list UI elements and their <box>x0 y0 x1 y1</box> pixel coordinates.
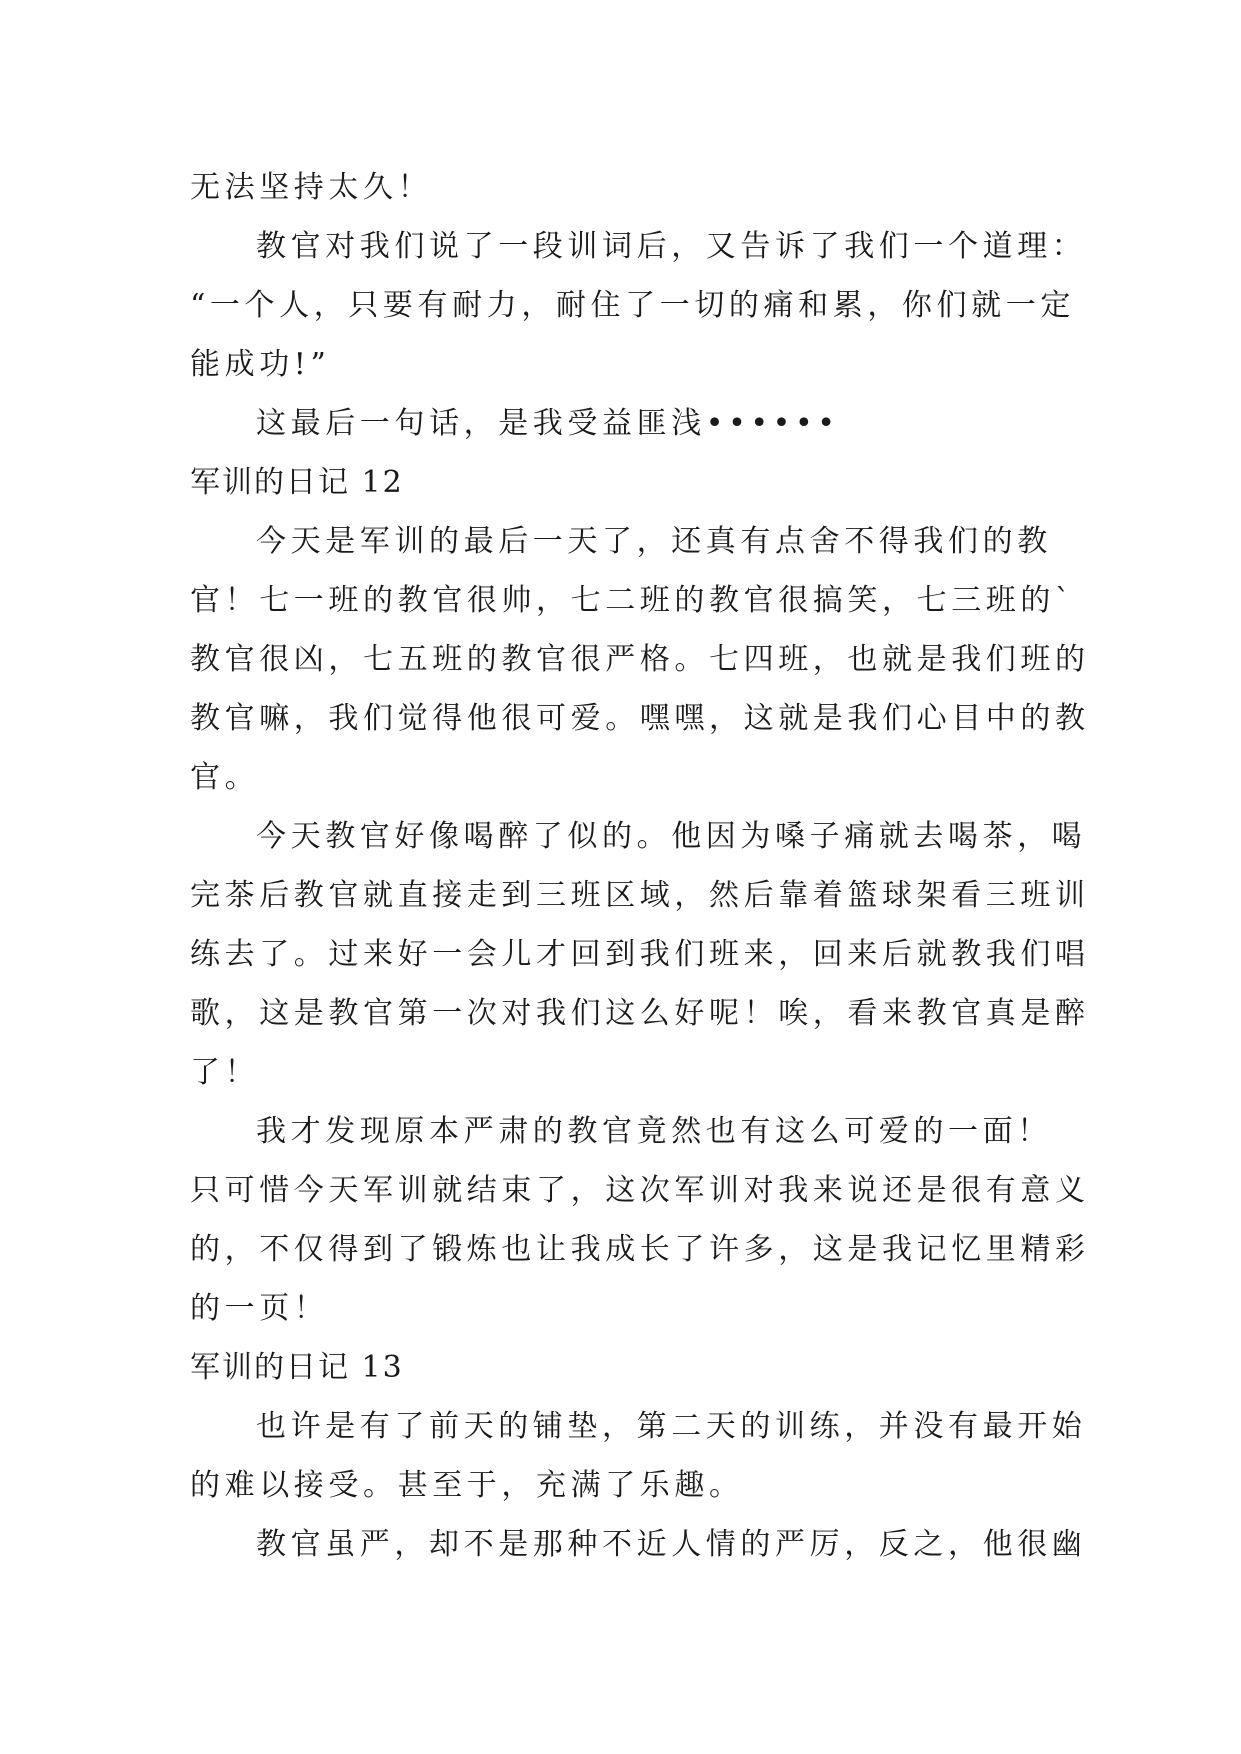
text-line: 歌，这是教官第一次对我们这么好呢！唉，看来教官真是醉 <box>190 996 1090 1031</box>
text-line: 的难以接受。甚至于，充满了乐趣。 <box>190 1468 744 1503</box>
text-line: 这最后一句话，是我受益匪浅•••••• <box>256 406 840 441</box>
text-line: 教官对我们说了一段训词后，又告诉了我们一个道理： <box>256 229 1087 264</box>
text-line: 的，不仅得到了锻炼也让我成长了许多，这是我记忆里精彩 <box>190 1232 1090 1267</box>
text-line: 教官虽严，却不是那种不近人情的严厉，反之，他很幽 <box>256 1527 1087 1562</box>
text-line: 教官嘛，我们觉得他很可爱。嘿嘿，这就是我们心目中的教 <box>190 701 1090 736</box>
text-line: 官。 <box>190 760 260 795</box>
text-line: 练去了。过来好一会儿才回到我们班来，回来后就教我们唱 <box>190 937 1090 972</box>
text-line: 官！七一班的教官很帅，七二班的教官很搞笑，七三班的` <box>190 583 1075 618</box>
text-line: 只可惜今天军训就结束了，这次军训对我来说还是很有意义 <box>190 1173 1090 1208</box>
section-heading: 军训的日记 12 <box>190 465 404 500</box>
text-line: 今天教官好像喝醉了似的。他因为嗓子痛就去喝茶，喝 <box>256 819 1087 854</box>
text-line: 教官很凶，七五班的教官很严格。七四班，也就是我们班的 <box>190 642 1090 677</box>
document-body <box>190 158 1090 1574</box>
text-line: 能成功!” <box>190 347 331 382</box>
text-line: 了！ <box>190 1055 260 1090</box>
text-line: “一个人，只要有耐力，耐住了一切的痛和累，你们就一定 <box>190 288 1075 323</box>
text-line: 完茶后教官就直接走到三班区域，然后靠着篮球架看三班训 <box>190 878 1090 913</box>
section-heading: 军训的日记 13 <box>190 1350 404 1385</box>
text-line: 今天是军训的最后一天了，还真有点舍不得我们的教 <box>256 524 1052 559</box>
text-line: 的一页！ <box>190 1291 329 1326</box>
text-line: 也许是有了前天的铺垫，第二天的训练，并没有最开始 <box>256 1409 1087 1444</box>
text-line: 无法坚持太久！ <box>190 170 433 205</box>
text-line: 我才发现原本严肃的教官竟然也有这么可爱的一面！ <box>256 1114 1052 1149</box>
